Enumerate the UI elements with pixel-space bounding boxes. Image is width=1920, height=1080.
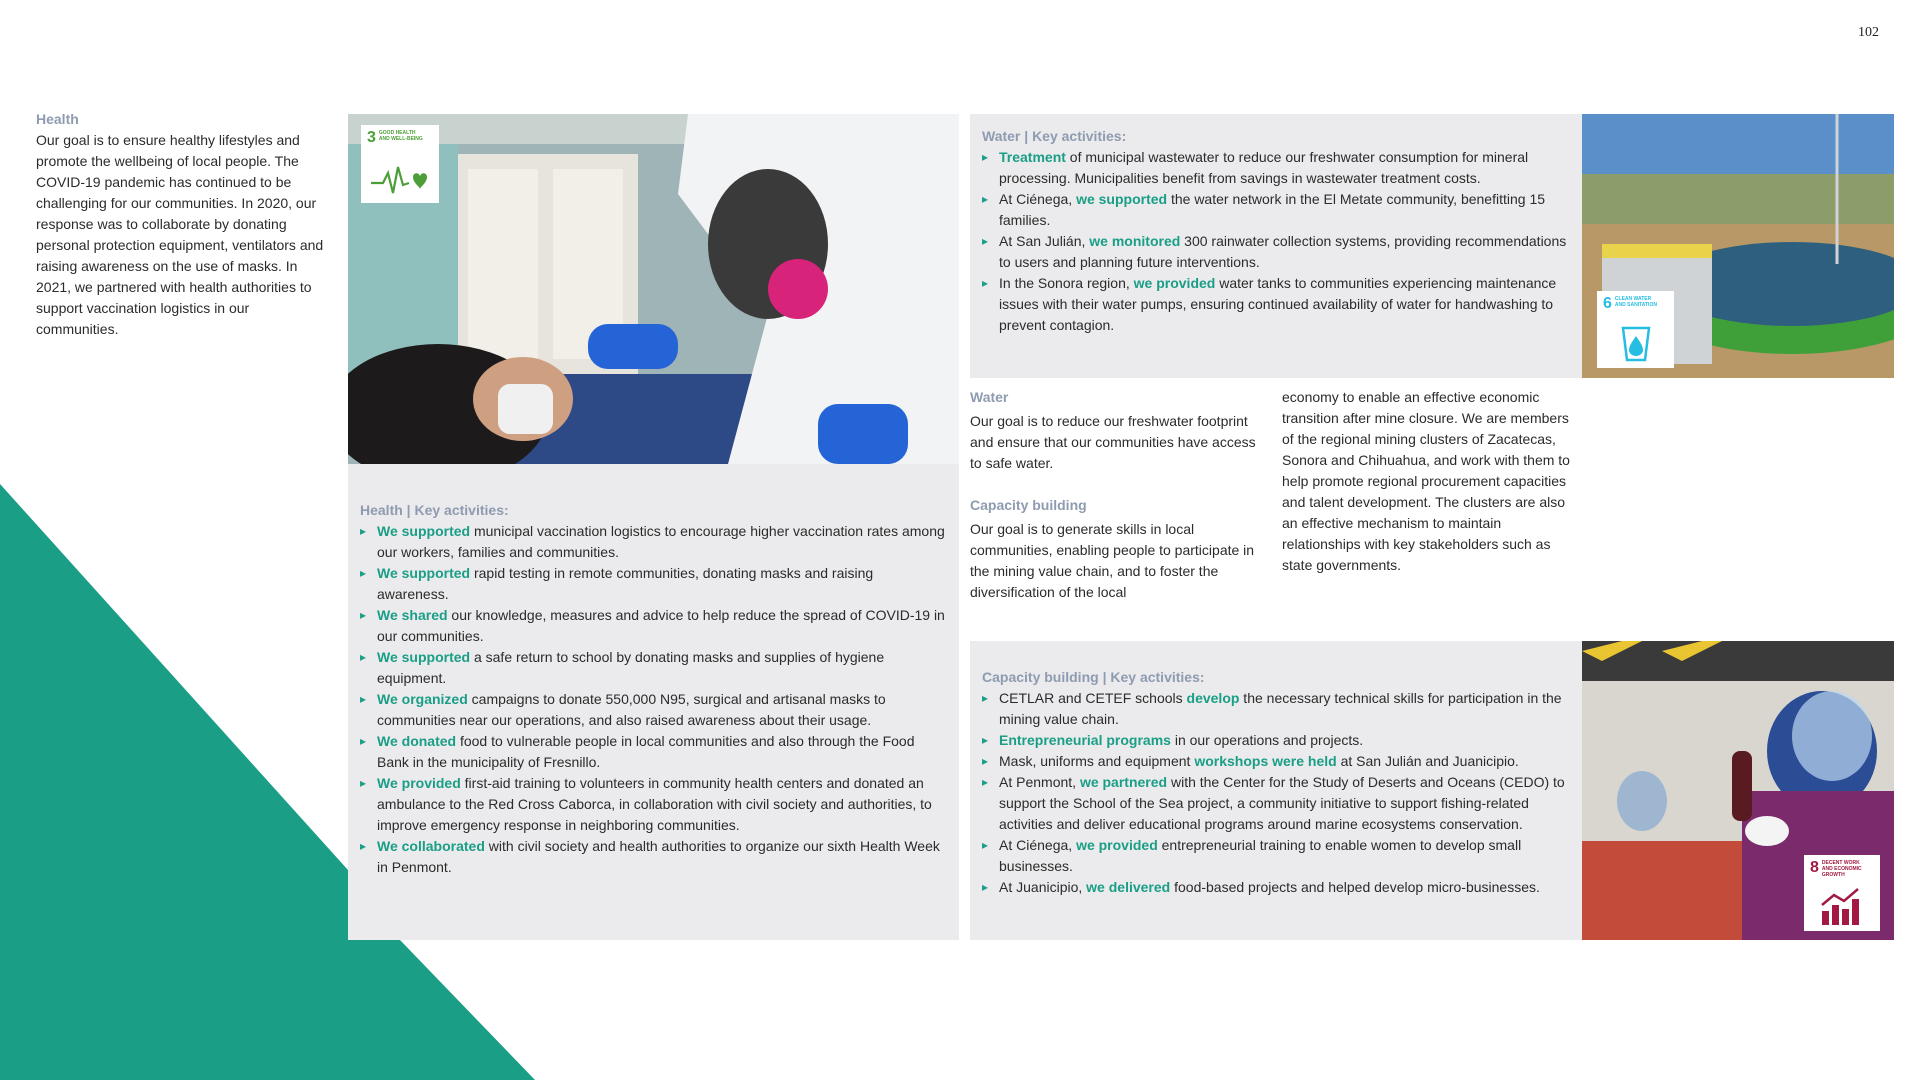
sdg-8-badge xyxy=(1804,855,1880,931)
list-item: ▸ At Ciénega, we provided entrepreneurial training to enable women to develop small businesses. xyxy=(982,835,1572,877)
list-item: ▸ We donated food to vulnerable people in local communities and also through the Food Bank in the municipality of Fresnillo. xyxy=(360,731,945,773)
list-item: ▸ We collaborated with civil society and health authorities to organize our sixth Health Week in Penmont. xyxy=(360,836,945,878)
list-item: ▸ We shared our knowledge, measures and advice to help reduce the spread of COVID-19 in our communities. xyxy=(360,605,945,647)
sdg-3-number: 3 xyxy=(367,129,376,146)
list-item: ▸ At Penmont, we partnered with the Center for the Study of Deserts and Oceans (CEDO) to support the School of the Sea project, a community initiative to support fishing-related activities and deliver educational programs around marine ecosystems conservation. xyxy=(982,772,1572,835)
sdg-6-label: CLEAN WATER AND SANITATION xyxy=(1614,296,1657,308)
sdg-3-badge xyxy=(361,125,439,203)
capacity-activities-heading: Capacity building | Key activities: xyxy=(982,669,1205,685)
list-item: ▸ Entrepreneurial programs in our operations and projects. xyxy=(982,730,1572,751)
sdg-8-number: 8 xyxy=(1810,859,1819,876)
water-goal-text: Our goal is to reduce our freshwater footprint and ensure that our communities have access to safe water. xyxy=(970,413,1256,471)
sdg-6-number: 6 xyxy=(1603,295,1612,312)
sdg-8-label: DECENT WORK AND ECONOMIC GROWTH xyxy=(1821,860,1862,878)
list-item: ▸ Treatment of municipal wastewater to reduce our freshwater consumption for mineral processing. Municipalities benefit from savings in wastewater treatment costs. xyxy=(982,147,1567,189)
sdg-6-badge xyxy=(1597,291,1674,368)
list-item: ▸ We supported a safe return to school by donating masks and supplies of hygiene equipment. xyxy=(360,647,945,689)
list-item: ▸ In the Sonora region, we provided water tanks to communities experiencing maintenance issues with their water pumps, ensuring continued availability of water for handwashing to prevent contagion. xyxy=(982,273,1567,336)
growth-chart-icon xyxy=(1818,887,1864,925)
sdg-3-label: GOOD HEALTH AND WELL-BEING xyxy=(378,130,423,142)
health-activities-heading: Health | Key activities: xyxy=(360,502,509,518)
water-activities-heading: Water | Key activities: xyxy=(982,128,1127,144)
capacity-continued-column xyxy=(1282,387,1582,576)
capacity-heading: Capacity building xyxy=(970,497,1087,513)
health-intro xyxy=(36,111,331,340)
list-item: ▸ At Juanicipio, we delivered food-based projects and helped develop micro-businesses. xyxy=(982,877,1572,898)
list-item: ▸ We provided first-aid training to volunteers in community health centers and donated an ambulance to the Red Cross Caborca, in collaboration with civil society and authorities, to improve emergency response in neighboring communities. xyxy=(360,773,945,836)
capacity-activities-list xyxy=(982,688,1572,898)
health-activities-panel xyxy=(348,464,959,940)
page-number: 102 xyxy=(1858,25,1879,40)
list-item: ▸ At San Julián, we monitored 300 rainwater collection systems, providing recommendations to users and planning future interventions. xyxy=(982,231,1567,273)
capacity-goal-continued: economy to enable an effective economic transition after mine closure. We are members of the regional mining clusters of Zacatecas, Sonora and Chihuahua, and work with them to help promote regional procurement capacities and talent development. The clusters are also an effective mechanism to maintain relationships with key stakeholders such as state governments. xyxy=(1282,389,1570,573)
list-item: ▸ We supported rapid testing in remote communities, donating masks and raising awareness. xyxy=(360,563,945,605)
health-photo xyxy=(348,114,959,464)
list-item: ▸ CETLAR and CETEF schools develop the necessary technical skills for participation in the mining value chain. xyxy=(982,688,1572,730)
water-heading: Water xyxy=(970,389,1009,405)
capacity-goal-text: Our goal is to generate skills in local communities, enabling people to participate in the mining value chain, and to foster the diversification of the local xyxy=(970,521,1255,600)
list-item: ▸ Mask, uniforms and equipment workshops were held at San Julián and Juanicipio. xyxy=(982,751,1572,772)
list-item: ▸ We organized campaigns to donate 550,000 N95, surgical and artisanal masks to communities near our operations, and also raised awareness about their usage. xyxy=(360,689,945,731)
water-activities-list xyxy=(982,147,1567,336)
list-item: ▸ We supported municipal vaccination logistics to encourage higher vaccination rates among our workers, families and communities. xyxy=(360,521,945,563)
health-activities-list xyxy=(360,521,945,878)
health-heading: Health xyxy=(36,111,79,127)
heartbeat-icon xyxy=(369,163,429,197)
capacity-activities-panel xyxy=(970,641,1582,940)
water-drop-icon xyxy=(1619,322,1653,362)
water-activities-panel xyxy=(970,114,1582,378)
water-capacity-column xyxy=(970,387,1265,603)
list-item: ▸ At Ciénega, we supported the water network in the El Metate community, benefitting 15 families. xyxy=(982,189,1567,231)
health-intro-text: Our goal is to ensure healthy lifestyles and promote the wellbeing of local people. The COVID-19 pandemic has continued to be challenging for our communities. In 2020, our response was to collaborate by donating personal protection equipment, ventilators and raising awareness on the use of masks. In 2021, we partnered with health authorities to support vaccination logistics in our communities. xyxy=(36,132,324,337)
